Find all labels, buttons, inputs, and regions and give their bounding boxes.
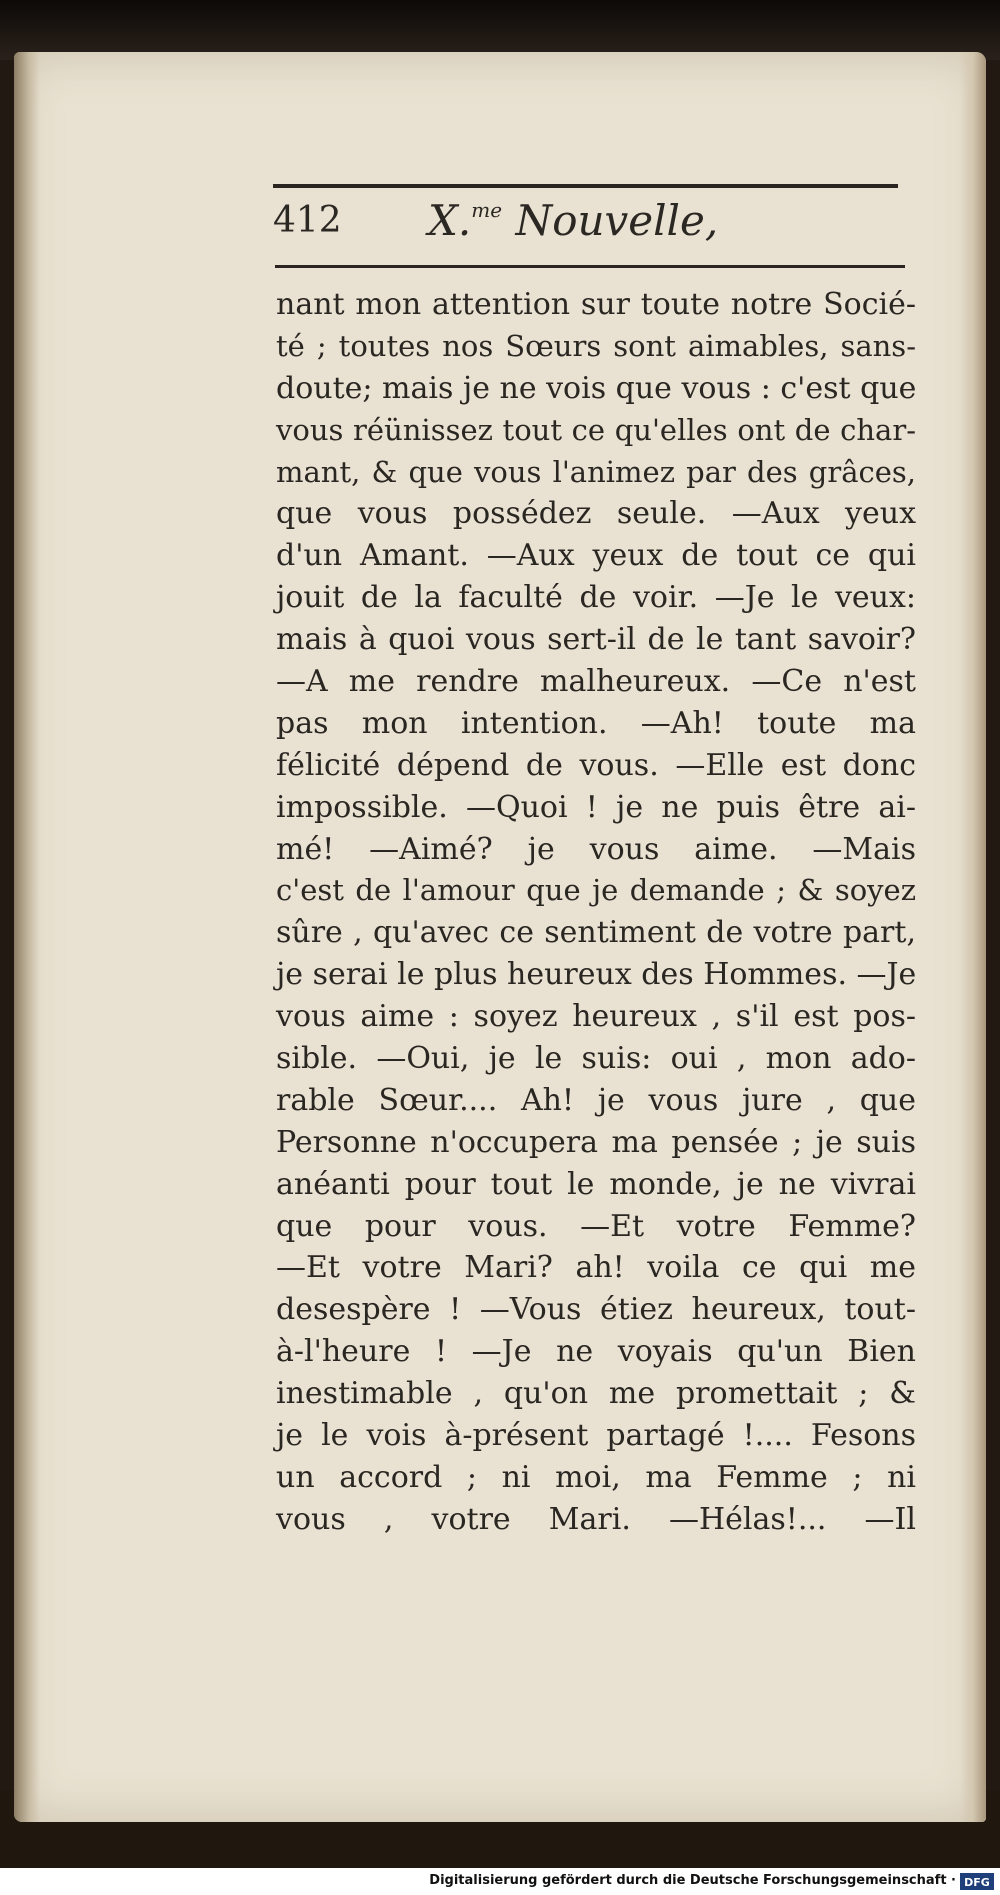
- text-line: rable Sœur.... Ah! je vous jure , que: [276, 1082, 916, 1118]
- page-right-edge: [960, 52, 986, 1822]
- text-line: nant mon attention sur toute notre Socié-: [276, 287, 916, 322]
- text-line: que vous possédez seule. —Aux yeux: [276, 496, 916, 532]
- text-line: mant, & que vous l'animez par des grâces,: [276, 454, 916, 489]
- text-line: desespère ! —Vous étiez heureux, tout-: [276, 1292, 916, 1328]
- text-line: té ; toutes nos Sœurs sont aimables, sans-: [276, 328, 916, 363]
- text-line: à-l'heure ! —Je ne voyais qu'un Bien: [276, 1334, 916, 1370]
- text-line: vous , votre Mari. —Hélas!... —Il: [276, 1501, 916, 1537]
- text-line: —A me rendre malheureux. —Ce n'est: [276, 664, 916, 700]
- text-line: Personne n'occupera ma pensée ; je suis: [276, 1124, 916, 1160]
- text-line: sible. —Oui, je le suis: oui , mon ado-: [276, 1041, 916, 1077]
- scan-top-shadow: [0, 0, 1000, 60]
- text-line: anéanti pour tout le monde, je ne vivrai: [276, 1166, 916, 1202]
- text-line: jouit de la faculté de voir. —Je le veux:: [276, 580, 916, 616]
- text-line: félicité dépend de vous. —Elle est donc: [276, 747, 916, 783]
- footer-credit: Digitalisierung gefördert durch die Deutsche Forschungsgemeinschaft ·: [429, 1873, 956, 1888]
- text-line: d'un Amant. —Aux yeux de tout ce qui: [276, 538, 916, 574]
- text-line: pas mon intention. —Ah! toute ma: [276, 705, 916, 741]
- text-line: je serai le plus heureux des Hommes. —Je: [276, 957, 917, 993]
- text-line: que pour vous. —Et votre Femme?: [276, 1208, 916, 1244]
- running-head: [428, 196, 718, 245]
- page-number: 412: [273, 200, 342, 241]
- footer-bar: [0, 1868, 1000, 1895]
- header-rule-top: [273, 184, 898, 188]
- dfg-logo-icon: [960, 1873, 994, 1890]
- text-line: je le vois à-présent partagé !.... Fesons: [276, 1418, 916, 1454]
- text-line: —Et votre Mari? ah! voila ce qui me: [276, 1250, 916, 1286]
- text-line: c'est de l'amour que je demande ; & soyez: [276, 873, 916, 908]
- text-line: mé! —Aimé? je vous aime. —Mais: [276, 831, 916, 867]
- text-line: inestimable , qu'on me promettait ; &: [276, 1376, 916, 1412]
- page-left-edge: [14, 52, 40, 1822]
- text-line: sûre , qu'avec ce sentiment de votre part,: [276, 915, 916, 951]
- running-head-superscript: me: [471, 198, 503, 222]
- running-head-numeral: X.: [428, 196, 472, 245]
- running-head-title: Nouvelle,: [515, 196, 719, 245]
- body-text: [276, 284, 916, 1541]
- header-rule-bottom: [275, 265, 905, 268]
- text-line: un accord ; ni moi, ma Femme ; ni: [276, 1459, 916, 1495]
- text-line: impossible. —Quoi ! je ne puis être ai-: [276, 789, 916, 825]
- text-line: mais à quoi vous sert-il de le tant savoir?: [276, 622, 916, 658]
- text-line: vous réünissez tout ce qu'elles ont de char-: [276, 412, 916, 447]
- text-line: doute; mais je ne vois que vous : c'est que: [276, 370, 917, 406]
- dfg-logo-text: DFG: [964, 1876, 990, 1889]
- text-line: vous aime : soyez heureux , s'il est pos-: [276, 999, 916, 1035]
